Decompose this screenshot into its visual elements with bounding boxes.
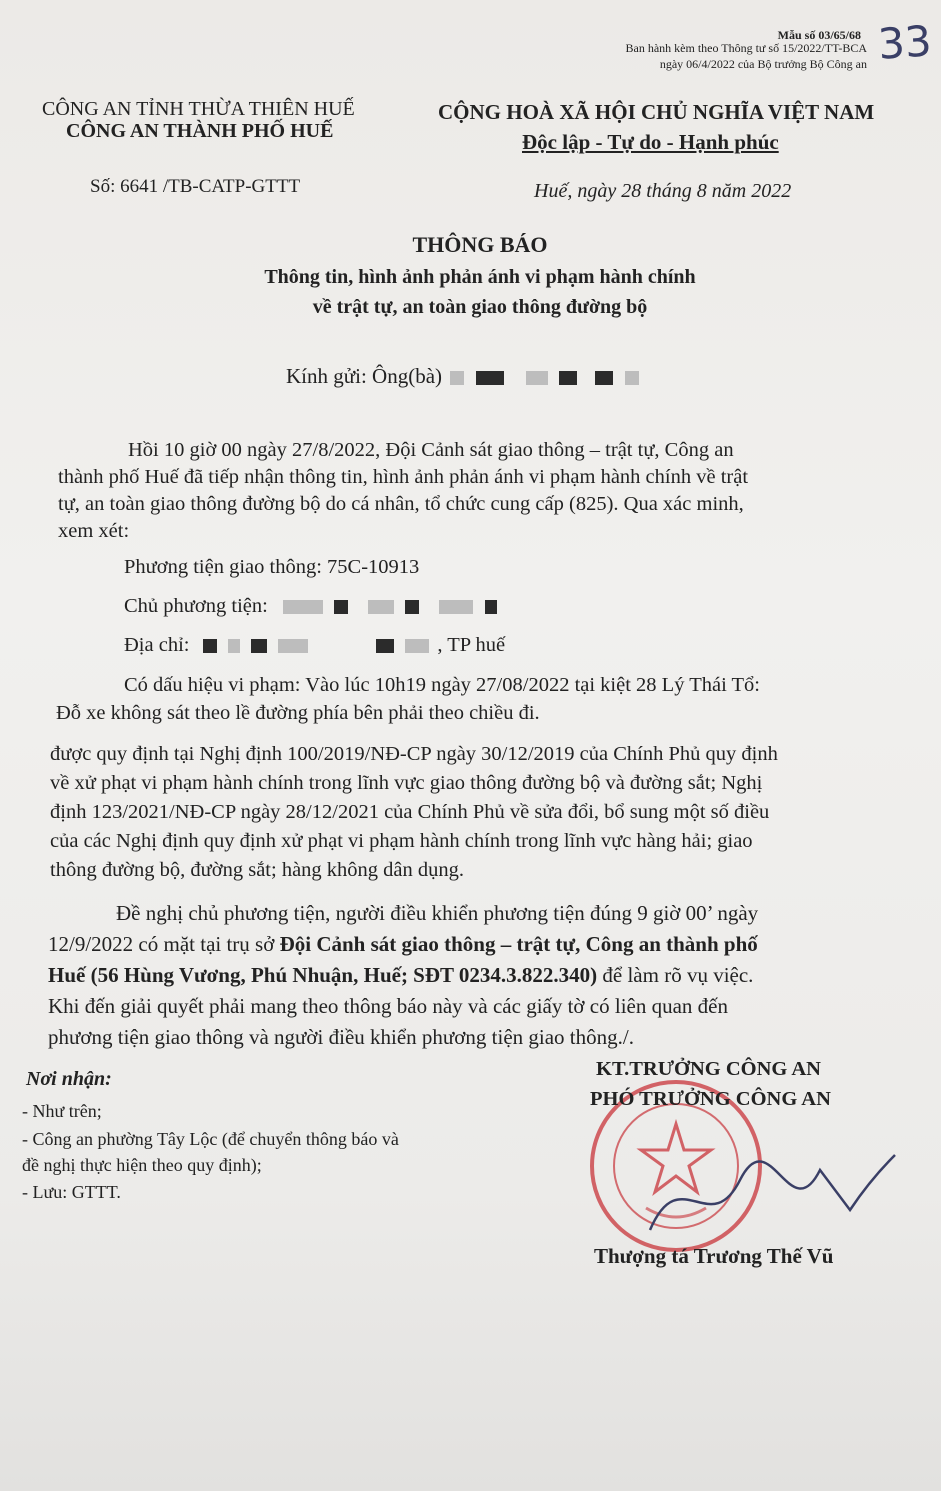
redaction-block [559, 371, 577, 385]
motto: Độc lập - Tự do - Hạnh phúc [522, 130, 779, 154]
redaction-block [251, 639, 267, 653]
redaction-block [439, 600, 473, 614]
redaction-block [476, 371, 504, 385]
redaction-block [334, 600, 348, 614]
form-code: Mẫu số 03/65/68 [777, 28, 861, 42]
issued-line-1: Ban hành kèm theo Thông tư số 15/2022/TT-BCA [625, 41, 867, 55]
redaction-block [228, 639, 240, 653]
document-number: Số: 6641 /TB-CATP-GTTT [90, 176, 301, 197]
redaction-block [283, 600, 323, 614]
text-line: của các Nghị định quy định xử phạt vi phạm hành chính trong lĩnh vực hàng hải; giao [50, 830, 753, 852]
owner-label: Chủ phương tiện: [124, 595, 268, 617]
document-subtitle-2: về trật tự, an toàn giao thông đường bộ [312, 296, 648, 318]
recipient-label: Kính gửi: Ông(bà) [286, 364, 443, 388]
text-line: Đề nghị chủ phương tiện, người điều khiển phương tiện đúng 9 giờ 00’ ngày [116, 901, 759, 925]
handwritten-signature [640, 1140, 900, 1250]
address-field [124, 634, 505, 657]
redaction-block [526, 371, 548, 385]
recipient-item: - Lưu: GTTT. [22, 1182, 121, 1202]
recipient-item: - Như trên; [22, 1101, 102, 1121]
violation-line-2: Đỗ xe không sát theo lề đường phía bên phải theo chiều đi. [56, 702, 540, 724]
issued-line-2: ngày 06/4/2022 của Bộ trưởng Bộ Công an [659, 57, 867, 71]
text-line: phương tiện giao thông và người điều khiển phương tiện giao thông./. [48, 1025, 634, 1049]
redaction-block [485, 600, 497, 614]
handwritten-number: 33 [876, 16, 934, 69]
text-line: Khi đến giải quyết phải mang theo thông báo này và các giấy tờ có liên quan đến [48, 994, 728, 1018]
redaction-block [595, 371, 613, 385]
redaction-block [203, 639, 217, 653]
vehicle-field: Phương tiện giao thông: 75C-10913 [124, 556, 420, 578]
agency-parent: CÔNG AN TỈNH THỪA THIÊN HUẾ [42, 98, 355, 120]
recipients-label: Nơi nhận: [26, 1068, 112, 1090]
recipient-item: - Công an phường Tây Lộc (để chuyển thông báo và [22, 1129, 399, 1149]
text-line: xem xét: [58, 520, 130, 542]
owner-field [124, 595, 500, 618]
agency: CÔNG AN THÀNH PHỐ HUẾ [66, 120, 334, 142]
issued-note [626, 40, 868, 72]
text-line: thành phố Huế đã tiếp nhận thông tin, hình ảnh phản ánh vi phạm hành chính về trật [58, 466, 749, 488]
paragraph-intro [58, 437, 748, 545]
text-fragment-bold: Huế (56 Hùng Vương, Phú Nhuận, Huế; SĐT 0234.3.822.340) [48, 963, 598, 987]
signatory-role-1: KT.TRƯỞNG CÔNG AN [596, 1058, 821, 1080]
document-subtitle-1: Thông tin, hình ảnh phản ánh vi phạm hành chính [264, 266, 696, 288]
text-line [48, 929, 758, 960]
signer-name: Thượng tá Trương Thế Vũ [594, 1244, 834, 1268]
address-tail: , TP huế [437, 634, 506, 656]
text-fragment: để làm rõ vụ việc. [597, 963, 754, 987]
text-line: được quy định tại Nghị định 100/2019/NĐ-CP ngày 30/12/2019 của Chính Phủ quy định [50, 743, 778, 765]
redaction-block [278, 639, 308, 653]
text-line [48, 960, 758, 991]
text-line: về xử phạt vi phạm hành chính trong lĩnh vực giao thông đường bộ và đường sắt; Nghị [50, 772, 763, 794]
text-line: thông đường bộ, đường sắt; hàng không dân dụng. [50, 859, 465, 881]
signatory-role-2: PHÓ TRƯỞNG CÔNG AN [590, 1088, 831, 1110]
redaction-block [405, 639, 429, 653]
text-line: Hồi 10 giờ 00 ngày 27/8/2022, Đội Cảnh sát giao thông – trật tự, Công an [128, 439, 734, 461]
redaction-block [625, 371, 639, 385]
text-line: tự, an toàn giao thông đường bộ do cá nhân, tổ chức cung cấp (825). Qua xác minh, [58, 493, 744, 515]
address-label: Địa chỉ: [124, 634, 190, 656]
text-fragment: 12/9/2022 có mặt tại trụ sở [48, 932, 280, 956]
redaction-block [368, 600, 394, 614]
recipient-line [286, 364, 642, 389]
text-fragment-bold: Đội Cảnh sát giao thông – trật tự, Công an thành phố [279, 932, 758, 956]
place-date: Huế, ngày 28 tháng 8 năm 2022 [534, 180, 792, 202]
republic-title: CỘNG HOÀ XÃ HỘI CHỦ NGHĨA VIỆT NAM [438, 100, 875, 124]
redaction-block [376, 639, 394, 653]
paragraph-legal-basis [50, 740, 778, 885]
redaction-block [405, 600, 419, 614]
paragraph-request [48, 898, 758, 1053]
recipient-item: đề nghị thực hiện theo quy định); [22, 1155, 262, 1175]
text-line: định 123/2021/NĐ-CP ngày 28/12/2021 của Chính Phủ về sửa đổi, bổ sung một số điều [50, 801, 770, 823]
document-title: THÔNG BÁO [412, 232, 548, 257]
redaction-block [450, 371, 464, 385]
violation-line-1: Có dấu hiệu vi phạm: Vào lúc 10h19 ngày 27/08/2022 tại kiệt 28 Lý Thái Tổ: [124, 674, 760, 696]
